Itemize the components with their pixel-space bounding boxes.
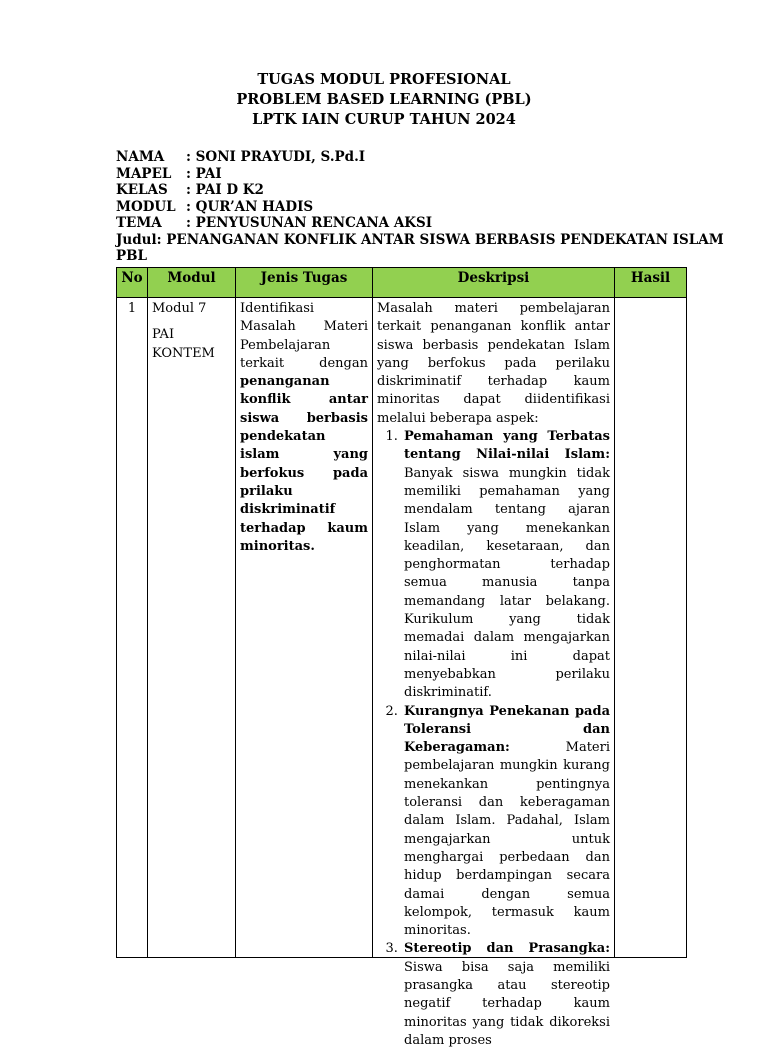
- meta-key: MODUL: [116, 198, 176, 215]
- aspect-list: [377, 428, 610, 1050]
- meta-key: KELAS: [116, 182, 168, 198]
- meta-row-mapel: [116, 166, 716, 183]
- cell-hasil: [615, 298, 687, 958]
- meta-key: TEMA: [116, 215, 162, 231]
- title-line-3: LPTK IAIN CURUP TAHUN 2024: [252, 111, 516, 128]
- aspect-text: Banyak siswa mungkin tidak memiliki pemahaman yang mendalam tentang ajaran Islam yang menekankan keadilan, kesetaraan, dan penghormatan terhadap semua manusia tanpa memandang latar belakang. Kurikulum yang tidak memadai dalam mengajarkan nilai-nilai ini dapat menyebabkan perilaku diskriminatif.: [404, 465, 610, 701]
- header-deskripsi: Deskripsi: [373, 268, 615, 298]
- row-number: 1: [127, 301, 137, 316]
- header-jenis-tugas: Jenis Tugas: [236, 268, 373, 298]
- list-item: [402, 428, 610, 702]
- aspect-text: Siswa bisa saja memiliki prasangka atau stereotip negatif terhadap kaum minoritas yang tidak dikoreksi dalam proses: [404, 959, 610, 1048]
- table-header-row: [117, 268, 687, 298]
- meta-row-modul: [116, 199, 716, 216]
- jenis-tugas-emphasis: penanganan konflik antar siswa berbasis pendekatan islam yang berfokus pada prilaku diskriminatif terhadap kaum minoritas.: [240, 374, 368, 554]
- meta-value: : PAI D K2: [186, 182, 264, 198]
- meta-key: NAMA: [116, 149, 165, 165]
- aspect-title: Pemahaman yang Terbatas tentang Nilai-nilai Islam:: [404, 429, 610, 463]
- list-item: [402, 703, 610, 941]
- meta-value: : PENYUSUNAN RENCANA AKSI: [186, 215, 433, 231]
- modul-line-2: PAI: [152, 327, 175, 343]
- cell-modul: [148, 298, 236, 958]
- aspect-text: Materi pembelajaran mungkin kurang menekankan pentingnya toleransi dan keberagaman dalam Islam. Padahal, Islam mengajarkan untuk menghargai perbedaan dan hidup berdampingan secara damai dengan semua kelompok, termasuk kaum minoritas.: [404, 740, 610, 939]
- meta-value: : SONI PRAYUDI, S.Pd.I: [186, 149, 366, 165]
- document-title-block: [0, 70, 768, 130]
- list-item: [402, 940, 610, 1050]
- meta-key: MAPEL: [116, 165, 172, 182]
- meta-value: : QUR’AN HADIS: [186, 198, 314, 215]
- deskripsi-intro: Masalah materi pembelajaran terkait penanganan konflik antar siswa berbasis pendekatan Islam yang berfokus pada perilaku diskriminatif terhadap kaum minoritas dapat diidentifikasi melalui beberapa aspek:: [377, 301, 610, 426]
- aspect-title: Stereotip dan Prasangka:: [404, 941, 610, 957]
- title-line-2: PROBLEM BASED LEARNING (PBL): [236, 91, 532, 108]
- hasil-value: [619, 300, 682, 957]
- task-table: [116, 267, 687, 1048]
- aspect-title: Kurangnya Penekanan pada Toleransi dan Keberagaman:: [404, 703, 610, 756]
- table-row: [117, 298, 687, 958]
- modul-line-1: Modul 7: [152, 301, 207, 316]
- meta-value: : PAI: [186, 165, 222, 182]
- meta-row-kelas: [116, 182, 716, 199]
- jenis-tugas-text: Identifikasi Masalah Materi Pembelajaran terkait dengan: [240, 301, 368, 371]
- cell-deskripsi: [373, 298, 615, 1048]
- header-hasil: Hasil: [615, 268, 687, 298]
- cell-no: [117, 298, 148, 958]
- meta-key: Judul PBL: [116, 231, 157, 264]
- meta-row-tema: [116, 215, 716, 232]
- meta-value: : PENANGANAN KONFLIK ANTAR SISWA BERBASIS PENDEKATAN ISLAM: [156, 231, 724, 248]
- header-modul: Modul: [148, 268, 236, 298]
- meta-row-nama: [116, 149, 716, 166]
- header-no: No: [117, 268, 148, 298]
- meta-row-judul-pbl: [116, 231, 724, 265]
- cell-jenis-tugas: [236, 298, 373, 958]
- title-line-1: TUGAS MODUL PROFESIONAL: [257, 71, 511, 88]
- identity-block: [116, 149, 724, 265]
- modul-line-3: KONTEM: [152, 345, 215, 361]
